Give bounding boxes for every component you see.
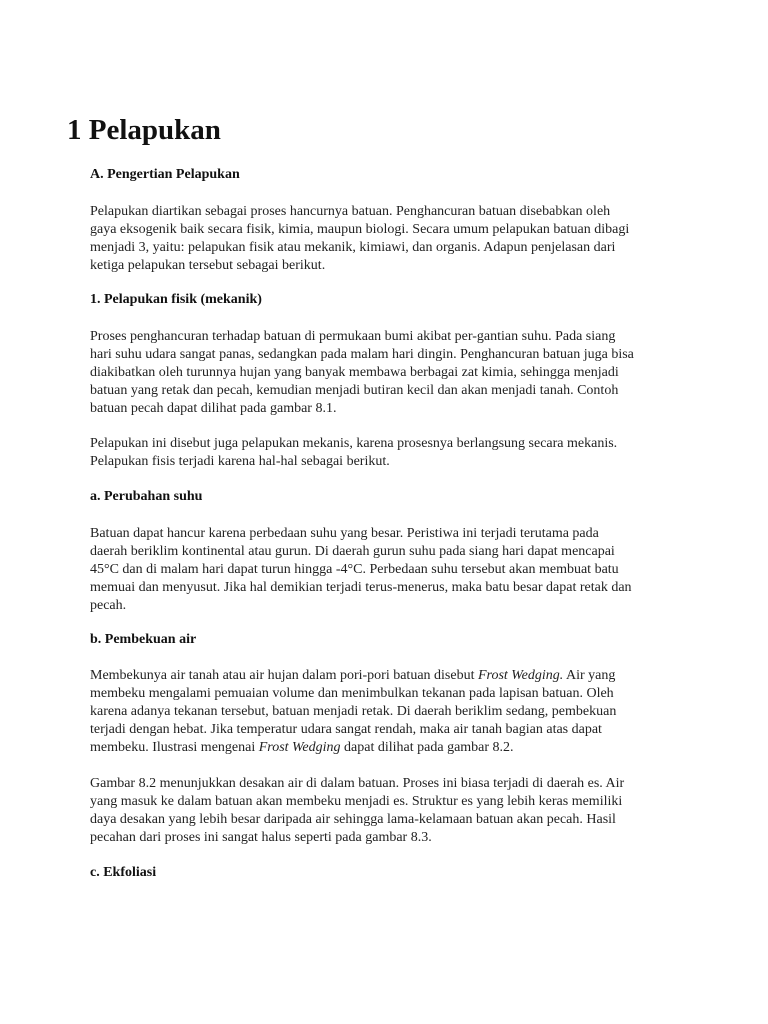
pembekuan-paragraph-2 — [90, 775, 690, 847]
paragraph-line: batuan pecah dapat dilihat pada gambar 8.1. — [90, 401, 337, 416]
text-run: dapat dilihat pada gambar 8.2. — [340, 740, 514, 755]
paragraph-line: Proses penghancuran terhadap batuan di permukaan bumi akibat per-gantian suhu. Pada siang — [90, 329, 616, 344]
pembekuan-paragraph-1 — [90, 667, 690, 757]
intro-paragraph — [90, 203, 690, 275]
paragraph-line: hari suhu udara sangat panas, sedangkan pada malam hari dingin. Penghancuran batuan juga bisa — [90, 347, 634, 362]
paragraph-line: daya desakan yang lebih besar daripada air sehingga lama-kelamaan batuan akan pecah. Hasil — [90, 812, 616, 827]
paragraph-line: Pelapukan diartikan sebagai proses hancurnya batuan. Penghancuran batuan disebabkan oleh — [90, 204, 611, 219]
paragraph-line — [90, 667, 690, 685]
paragraph-line: diakibatkan oleh turunnya hujan yang banyak membawa berbagai zat kimia, sehingga menjadi — [90, 365, 619, 380]
paragraph-line: 45°C dan di malam hari dapat turun hingga -4°C. Perbedaan suhu tersebut akan membuat batu — [90, 562, 619, 577]
paragraph-line: gaya eksogenik baik secara fisik, kimia, maupun biologi. Secara umum pelapukan batuan dibagi — [90, 222, 630, 237]
fisik-paragraph-1 — [90, 328, 690, 418]
italic-term: Frost Wedging. — [477, 668, 564, 683]
paragraph-line: menjadi 3, yaitu: pelapukan fisik atau mekanik, kimiawi, dan organis. Adapun penjelasan dari — [90, 240, 616, 255]
paragraph-line: batuan yang retak dan pecah, kemudian menjadi butiran kecil dan akan menjadi tanah. Contoh — [90, 383, 619, 398]
italic-term: Frost Wedging — [258, 740, 341, 755]
text-run: Membekunya air tanah atau air hujan dalam pori-pori batuan disebut — [90, 668, 478, 683]
paragraph-line: terjadi dengan hebat. Jika temperatur udara sangat rendah, maka air tanah bagian atas dapat — [90, 722, 602, 737]
paragraph-line: memuai dan menyusut. Jika hal demikian terjadi terus-menerus, maka batu besar dapat retak dan — [90, 580, 632, 595]
sub-c-heading: c. Ekfoliasi — [90, 865, 157, 880]
paragraph-line: karena adanya tekanan tersebut, batuan menjadi retak. Di daerah beriklim sedang, pembekuan — [90, 704, 617, 719]
fisik-paragraph-2 — [90, 435, 690, 471]
suhu-paragraph — [90, 525, 690, 615]
paragraph-line: daerah beriklim kontinental atau gurun. Di daerah gurun suhu pada siang hari dapat mencapai — [90, 544, 615, 559]
paragraph-line: Batuan dapat hancur karena perbedaan suhu yang besar. Peristiwa ini terjadi terutama pada — [90, 526, 599, 541]
sub-b-heading: b. Pembekuan air — [90, 632, 197, 647]
paragraph-line: pecah. — [90, 598, 127, 613]
paragraph-line: membeku mengalami pemuaian volume dan menimbulkan tekanan pada lapisan batuan. Oleh — [90, 686, 614, 701]
paragraph-line: Gambar 8.2 menunjukkan desakan air di dalam batuan. Proses ini biasa terjadi di daerah es. Air — [90, 776, 625, 791]
paragraph-line: Pelapukan fisis terjadi karena hal-hal sebagai berikut. — [90, 454, 390, 469]
page-title: 1 Pelapukan — [67, 114, 221, 146]
text-run: Air yang — [563, 668, 616, 683]
paragraph-line: yang masuk ke dalam batuan akan membeku menjadi es. Struktur es yang lebih keras memiliki — [90, 794, 623, 809]
paragraph-line — [90, 739, 690, 757]
sub-a-heading: a. Perubahan suhu — [90, 489, 203, 504]
paragraph-line: ketiga pelapukan tersebut sebagai berikut. — [90, 258, 326, 273]
paragraph-line: Pelapukan ini disebut juga pelapukan mekanis, karena prosesnya berlangsung secara mekanis. — [90, 436, 618, 451]
section-a-heading: A. Pengertian Pelapukan — [90, 167, 240, 182]
section-1-heading: 1. Pelapukan fisik (mekanik) — [90, 292, 262, 307]
paragraph-line: pecahan dari proses ini sangat halus seperti pada gambar 8.3. — [90, 830, 432, 845]
text-run: membeku. Ilustrasi mengenai — [90, 740, 259, 755]
